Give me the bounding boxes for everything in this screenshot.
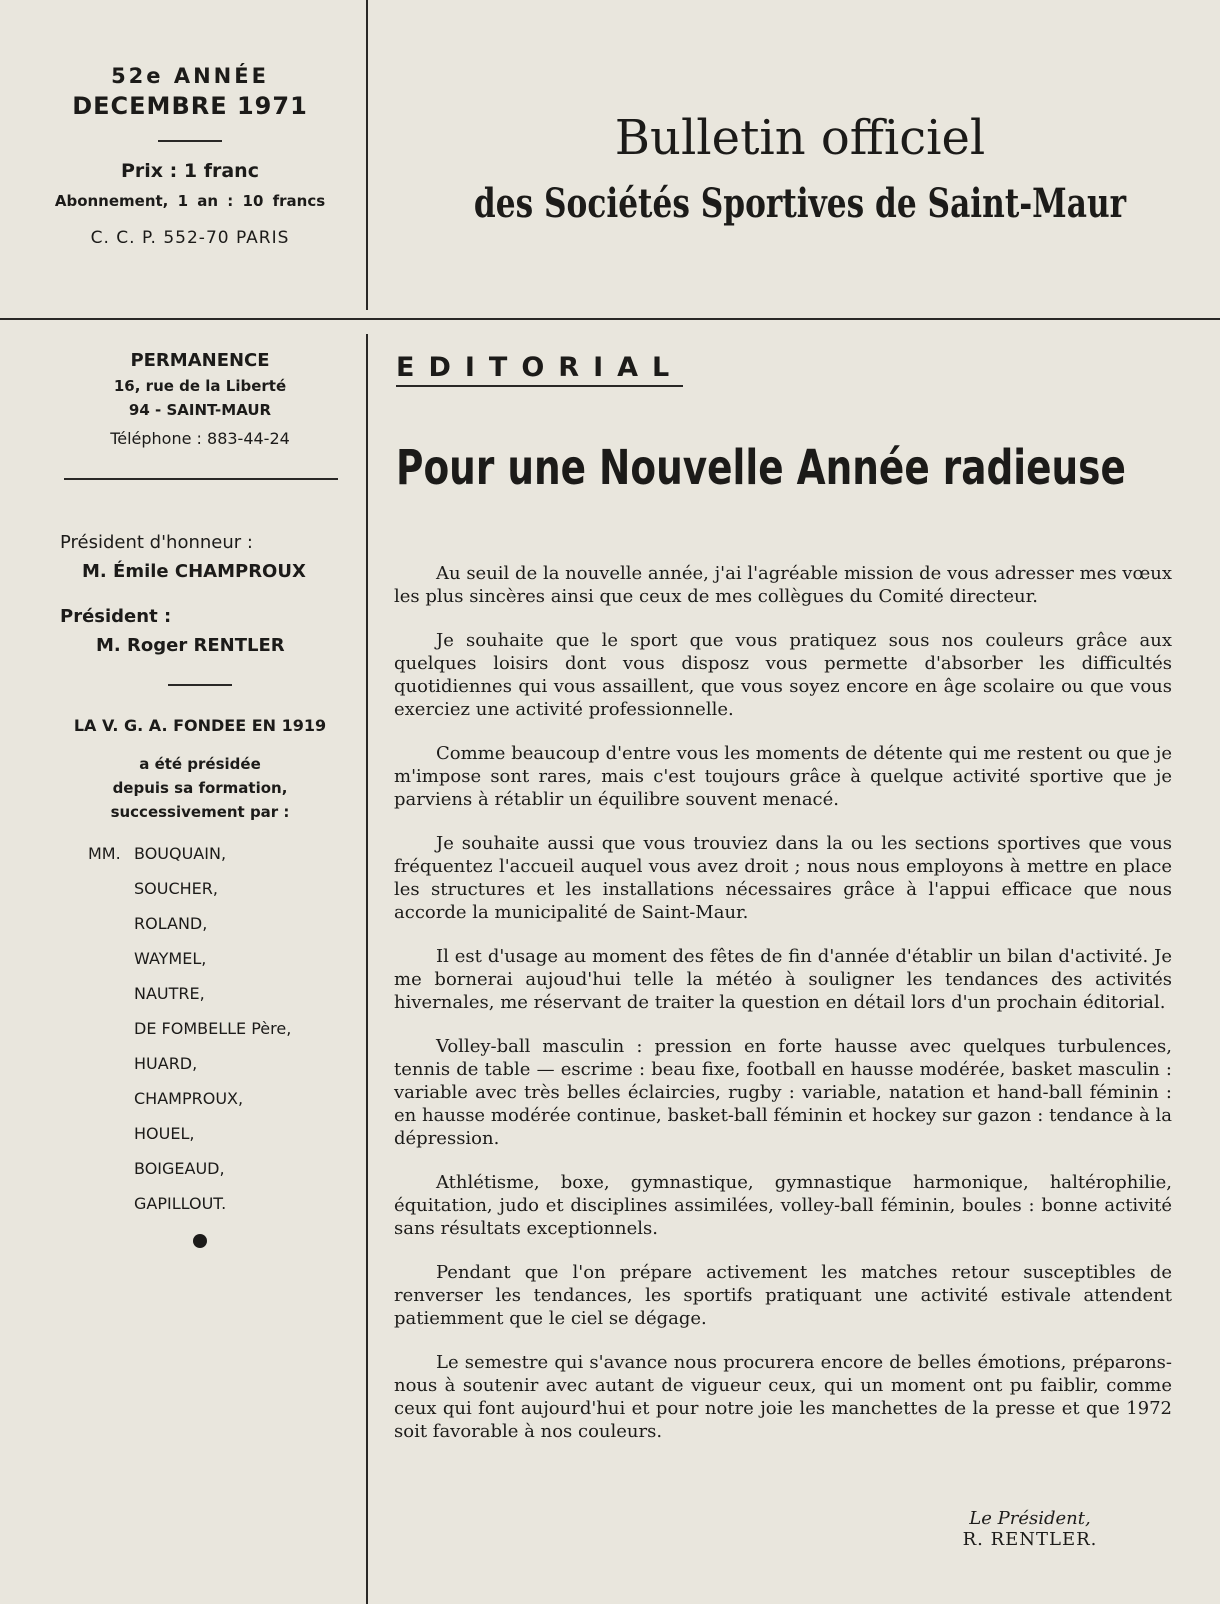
list-item bbox=[60, 843, 340, 878]
president-entry: CHAMPROUX, bbox=[134, 1089, 244, 1108]
paragraph: Volley-ball masculin : pression en forte hausse avec quelques turbulences, tennis de table — escrime : beau fixe, football en hausse modérée, basket masculin : variable avec très belles éclaircies, rugby : variable, natation et hand-ball féminin : en hausse modérée continue, basket-ball féminin et hockey sur gazon : tendance à la dépression. bbox=[394, 1036, 1172, 1149]
masthead-bottom-rule bbox=[0, 318, 1220, 320]
masthead-title bbox=[380, 110, 1220, 227]
masthead-divider bbox=[366, 0, 368, 310]
ccp-account: C. C. P. 552-70 PARIS bbox=[90, 228, 290, 248]
address-line-2: 94 - SAINT-MAUR bbox=[128, 401, 272, 419]
president-entry: HUARD, bbox=[134, 1054, 198, 1073]
divider bbox=[158, 140, 222, 142]
sidebar bbox=[60, 350, 340, 1248]
vga-heading: LA V. G. A. FONDEE EN 1919 bbox=[73, 716, 327, 735]
president-entry: WAYMEL, bbox=[134, 949, 207, 968]
title-line-1: Bulletin officiel bbox=[614, 110, 986, 166]
list-item bbox=[60, 1018, 340, 1053]
president-name: M. Roger RENTLER bbox=[96, 635, 285, 656]
masthead-info bbox=[40, 64, 340, 248]
president-label: Président : bbox=[60, 606, 172, 627]
title-line-2: des Sociétés Sportives de Saint-Maur bbox=[473, 180, 1127, 227]
list-item bbox=[60, 983, 340, 1018]
president-entry: BOIGEAUD, bbox=[134, 1159, 225, 1178]
paragraph: Comme beaucoup d'entre vous les moments de détente qui me restent ou que je m'impose sont rares, mais c'est toujours grâce à quelque activité sportive que je parviens à rétablir un équilibre souvent menacé. bbox=[394, 743, 1172, 810]
vga-line: a été présidée bbox=[139, 755, 261, 773]
phone: Téléphone : 883-44-24 bbox=[110, 429, 290, 448]
issue-year: 52e ANNÉE bbox=[111, 64, 269, 88]
signature-role: Le Président, bbox=[969, 1508, 1091, 1529]
president-entry: SOUCHER, bbox=[134, 879, 218, 898]
president-entry: GAPILLOUT. bbox=[134, 1194, 227, 1213]
president-entry: DE FOMBELLE Père, bbox=[134, 1019, 292, 1038]
list-item bbox=[60, 1193, 340, 1228]
permanence-heading: PERMANENCE bbox=[130, 350, 270, 371]
list-item bbox=[60, 878, 340, 913]
presidents-prefix: MM. bbox=[88, 844, 121, 863]
president-entry: ROLAND, bbox=[134, 914, 208, 933]
list-item bbox=[60, 1088, 340, 1123]
bullet-icon bbox=[193, 1234, 207, 1248]
list-item bbox=[60, 1123, 340, 1158]
column-divider bbox=[366, 334, 368, 1604]
honorary-president-label: Président d'honneur : bbox=[60, 532, 253, 553]
paragraph: Le semestre qui s'avance nous procurera encore de belles émotions, préparons-nous à soutenir avec autant de vigueur ceux, qui un moment ont pu faiblir, comme ceux qui font aujourd'hui et pour notre joie les manchettes de la presse et que 1972 soit favorable à nos couleurs. bbox=[394, 1352, 1172, 1442]
president-entry: BOUQUAIN, bbox=[134, 844, 227, 863]
divider bbox=[168, 684, 232, 686]
editorial-label: EDITORIAL bbox=[396, 352, 683, 387]
honorary-president-name: M. Émile CHAMPROUX bbox=[82, 561, 306, 582]
vga-line: depuis sa formation, bbox=[112, 779, 288, 797]
subscription: Abonnement, 1 an : 10 francs bbox=[54, 192, 326, 210]
permanence-block bbox=[60, 350, 340, 448]
list-item bbox=[60, 1158, 340, 1193]
signature bbox=[930, 1508, 1130, 1550]
president bbox=[60, 606, 340, 656]
president-entry: NAUTRE, bbox=[134, 984, 205, 1003]
editorial-body bbox=[394, 562, 1172, 1464]
address-line-1: 16, rue de la Liberté bbox=[113, 377, 287, 395]
paragraph: Il est d'usage au moment des fêtes de fin d'année d'établir un bilan d'activité. Je me bornerai aujoud'hui telle la météo à souligner les tendances des activités hivernales, me réservant de traiter la question en détail lors d'un prochain éditorial. bbox=[394, 946, 1172, 1013]
list-item bbox=[60, 913, 340, 948]
paragraph: Je souhaite aussi que vous trouviez dans la ou les sections sportives que vous fréquentez l'accueil auquel vous avez droit ; nous nous employons à mettre en place les structures et les installations nécessaires grâce à l'appui efficace que nous accorde la municipalité de Saint-Maur. bbox=[394, 833, 1172, 923]
honorary-president bbox=[60, 532, 340, 582]
paragraph: Pendant que l'on prépare activement les matches retour susceptibles de renverser les tendances, les sportifs pratiquant une activité estivale attendent patiemment que le ciel se dégage. bbox=[394, 1262, 1172, 1329]
presidents-list bbox=[60, 843, 340, 1248]
headline: Pour une Nouvelle Année radieuse bbox=[396, 440, 1126, 496]
signature-name: R. RENTLER. bbox=[962, 1529, 1098, 1550]
issue-date: DECEMBRE 1971 bbox=[72, 92, 308, 120]
price: Prix : 1 franc bbox=[121, 160, 259, 182]
sidebar-rule bbox=[64, 478, 338, 480]
vga-history bbox=[60, 716, 340, 821]
paragraph: Athlétisme, boxe, gymnastique, gymnastique harmonique, haltérophilie, équitation, judo et disciplines assimilées, volley-ball féminin, boules : bonne activité sans résultats exceptionnels. bbox=[394, 1172, 1172, 1239]
list-item bbox=[60, 1053, 340, 1088]
paragraph: Je souhaite que le sport que vous pratiquez sous nos couleurs grâce aux quelques loisirs dont vous disposz vous permette d'absorber les difficultés quotidiennes qui vous assaillent, que vous soyez encore en âge scolaire ou que vous exerciez une activité professionnelle. bbox=[394, 630, 1172, 720]
vga-line: successivement par : bbox=[110, 803, 290, 821]
list-item bbox=[60, 948, 340, 983]
paragraph: Au seuil de la nouvelle année, j'ai l'agréable mission de vous adresser mes vœux les plus sincères ainsi que ceux de mes collègues du Comité directeur. bbox=[394, 563, 1172, 607]
president-entry: HOUEL, bbox=[134, 1124, 195, 1143]
